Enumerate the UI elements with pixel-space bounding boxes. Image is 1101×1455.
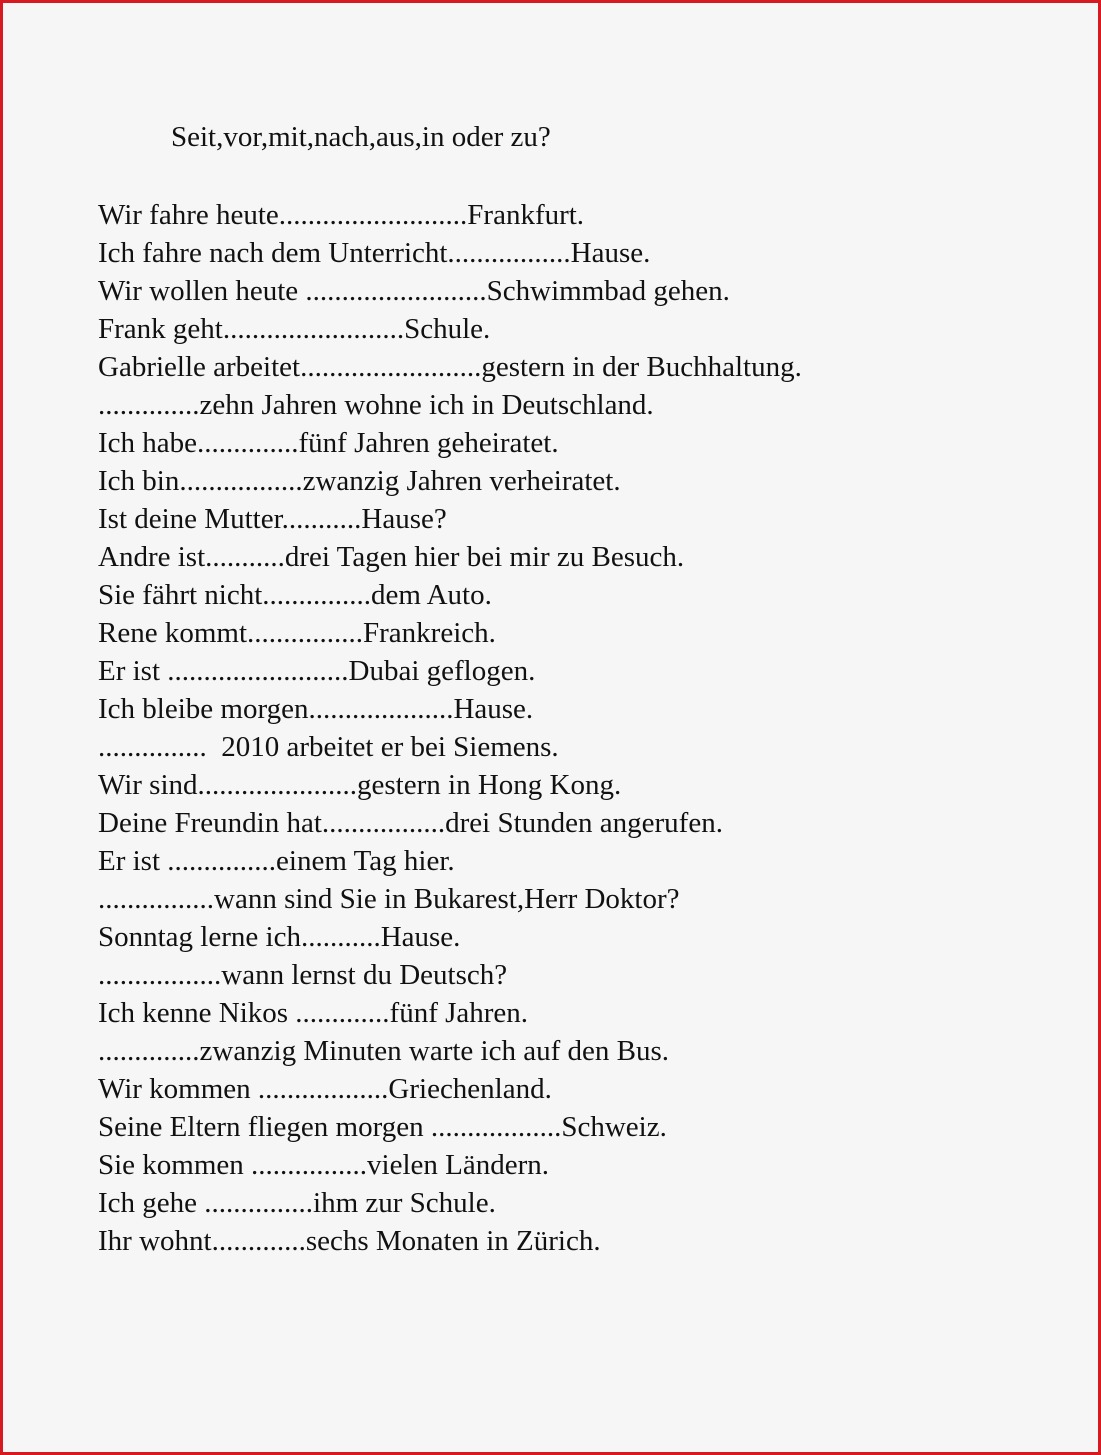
exercise-line: Ich gehe ...............ihm zur Schule. xyxy=(98,1187,496,1219)
exercise-line: ................wann sind Sie in Bukarest,Herr Doktor? xyxy=(98,883,680,915)
exercise-line: Ist deine Mutter...........Hause? xyxy=(98,503,447,535)
exercise-line: Wir wollen heute .........................Schwimmbad gehen. xyxy=(98,275,730,307)
exercise-line: Sie kommen ................vielen Ländern. xyxy=(98,1149,550,1181)
exercise-line: Sie fährt nicht...............dem Auto. xyxy=(98,579,492,611)
exercise-line: ..............zehn Jahren wohne ich in Deutschland. xyxy=(98,389,654,421)
exercise-line: Ich bin.................zwanzig Jahren verheiratet. xyxy=(98,465,621,497)
exercise-line: Gabrielle arbeitet.........................gestern in der Buchhaltung. xyxy=(98,351,802,383)
exercise-line: ............... 2010 arbeitet er bei Siemens. xyxy=(98,731,559,763)
worksheet-title: Seit,vor,mit,nach,aus,in oder zu? xyxy=(171,121,551,153)
exercise-line: Wir kommen ..................Griechenland. xyxy=(98,1073,552,1105)
exercise-line: Wir fahre heute..........................Frankfurt. xyxy=(98,199,585,231)
exercise-line: Deine Freundin hat.................drei Stunden angerufen. xyxy=(98,807,723,839)
exercise-line: ..............zwanzig Minuten warte ich auf den Bus. xyxy=(98,1035,669,1067)
exercise-line: Ich habe..............fünf Jahren geheiratet. xyxy=(98,427,559,459)
exercise-line: Ihr wohnt.............sechs Monaten in Zürich. xyxy=(98,1225,601,1257)
exercise-line: Ich fahre nach dem Unterricht.................Hause. xyxy=(98,237,651,269)
exercise-line: Sonntag lerne ich...........Hause. xyxy=(98,921,461,953)
exercise-line: Andre ist...........drei Tagen hier bei mir zu Besuch. xyxy=(98,541,685,573)
exercise-line: Er ist .........................Dubai geflogen. xyxy=(98,655,536,687)
exercise-line: Frank geht.........................Schule. xyxy=(98,313,491,345)
exercise-list xyxy=(98,196,802,1260)
exercise-line: Wir sind......................gestern in Hong Kong. xyxy=(98,769,622,801)
exercise-line: Er ist ...............einem Tag hier. xyxy=(98,845,455,877)
exercise-line: Seine Eltern fliegen morgen ..................Schweiz. xyxy=(98,1111,667,1143)
exercise-line: Ich kenne Nikos .............fünf Jahren. xyxy=(98,997,529,1029)
exercise-line: Rene kommt................Frankreich. xyxy=(98,617,496,649)
exercise-line: .................wann lernst du Deutsch? xyxy=(98,959,508,991)
exercise-line: Ich bleibe morgen....................Hause. xyxy=(98,693,534,725)
